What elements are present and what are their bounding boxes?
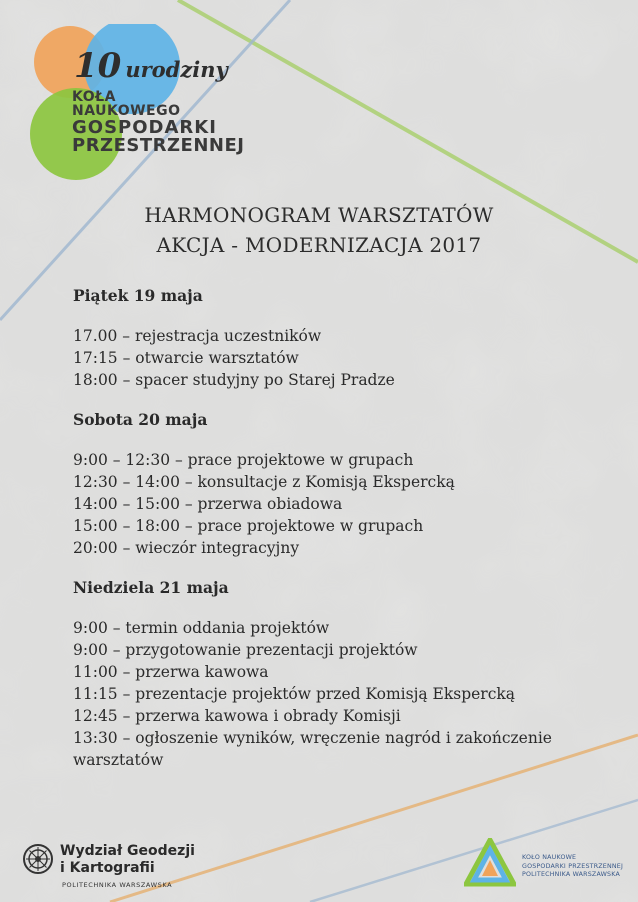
anniversary-number: 10	[74, 46, 122, 86]
event-item: 20:00 – wieczór integracyjny	[73, 539, 300, 557]
event-item: 11:15 – prezentacje projektów przed Komisją Ekspercką	[73, 685, 516, 703]
event-item: 9:00 – 12:30 – prace projektowe w grupach	[73, 451, 414, 469]
day-saturday	[73, 409, 613, 559]
event-item: 9:00 – termin oddania projektów	[73, 619, 330, 637]
event-item: 9:00 – przygotowanie prezentacji projektów	[73, 641, 418, 659]
club-name	[522, 854, 638, 880]
event-item: 12:30 – 14:00 – konsultacje z Komisją Ekspercką	[73, 473, 455, 491]
event-item: 15:00 – 18:00 – prace projektowe w grupach	[73, 517, 424, 535]
event-item: 14:00 – 15:00 – przerwa obiadowa	[73, 495, 343, 513]
title-line-1: HARMONOGRAM WARSZTATÓW	[144, 203, 494, 227]
event-item: 12:45 – przerwa kawowa i obrady Komisji	[73, 707, 401, 725]
club-triangle-icon	[464, 838, 516, 888]
event-item: 11:00 – przerwa kawowa	[73, 663, 269, 681]
day-heading: Piątek 19 maja	[73, 286, 203, 305]
title-line-2: AKCJA - MODERNIZACJA 2017	[156, 233, 482, 257]
club-logo	[464, 838, 634, 892]
faculty-logo	[22, 843, 195, 889]
club-line-2: GOSPODARKI PRZESTRZENNEJ	[522, 862, 624, 870]
faculty-name	[60, 843, 220, 877]
club-line-3: POLITECHNIKA WARSZAWSKA	[522, 871, 620, 878]
logo-line-2: NAUKOWEGO	[72, 103, 181, 120]
event-item: 18:00 – spacer studyjny po Starej Pradze	[73, 371, 395, 389]
anniversary-label	[74, 46, 228, 86]
logo-text	[72, 90, 244, 155]
day-heading: Niedziela 21 maja	[73, 578, 229, 597]
club-line-1: KOŁO NAUKOWE	[522, 854, 577, 861]
day-sunday	[73, 577, 613, 771]
university-name: POLITECHNIKA WARSZAWSKA	[62, 881, 173, 889]
faculty-line-1: Wydział Geodezji	[60, 843, 195, 859]
faculty-line-2: i Kartografii	[60, 860, 155, 876]
event-list	[73, 449, 613, 559]
event-list	[73, 617, 613, 771]
event-item: 13:30 – ogłoszenie wyników, wręczenie nagród i zakończenie warsztatów	[73, 729, 552, 769]
logo-line-1: KOŁA	[72, 89, 116, 105]
faculty-emblem-icon	[22, 843, 54, 875]
event-list	[73, 325, 613, 391]
day-heading: Sobota 20 maja	[73, 410, 208, 429]
logo-line-3: GOSPODARKI	[72, 116, 217, 138]
day-friday	[73, 285, 613, 391]
anniversary-word: urodziny	[125, 57, 228, 82]
schedule	[73, 285, 613, 789]
event-item: 17.00 – rejestracja uczestników	[73, 327, 322, 345]
event-item: 17:15 – otwarcie warsztatów	[73, 349, 299, 367]
logo-line-4: PRZESTRZENNEJ	[72, 134, 245, 156]
